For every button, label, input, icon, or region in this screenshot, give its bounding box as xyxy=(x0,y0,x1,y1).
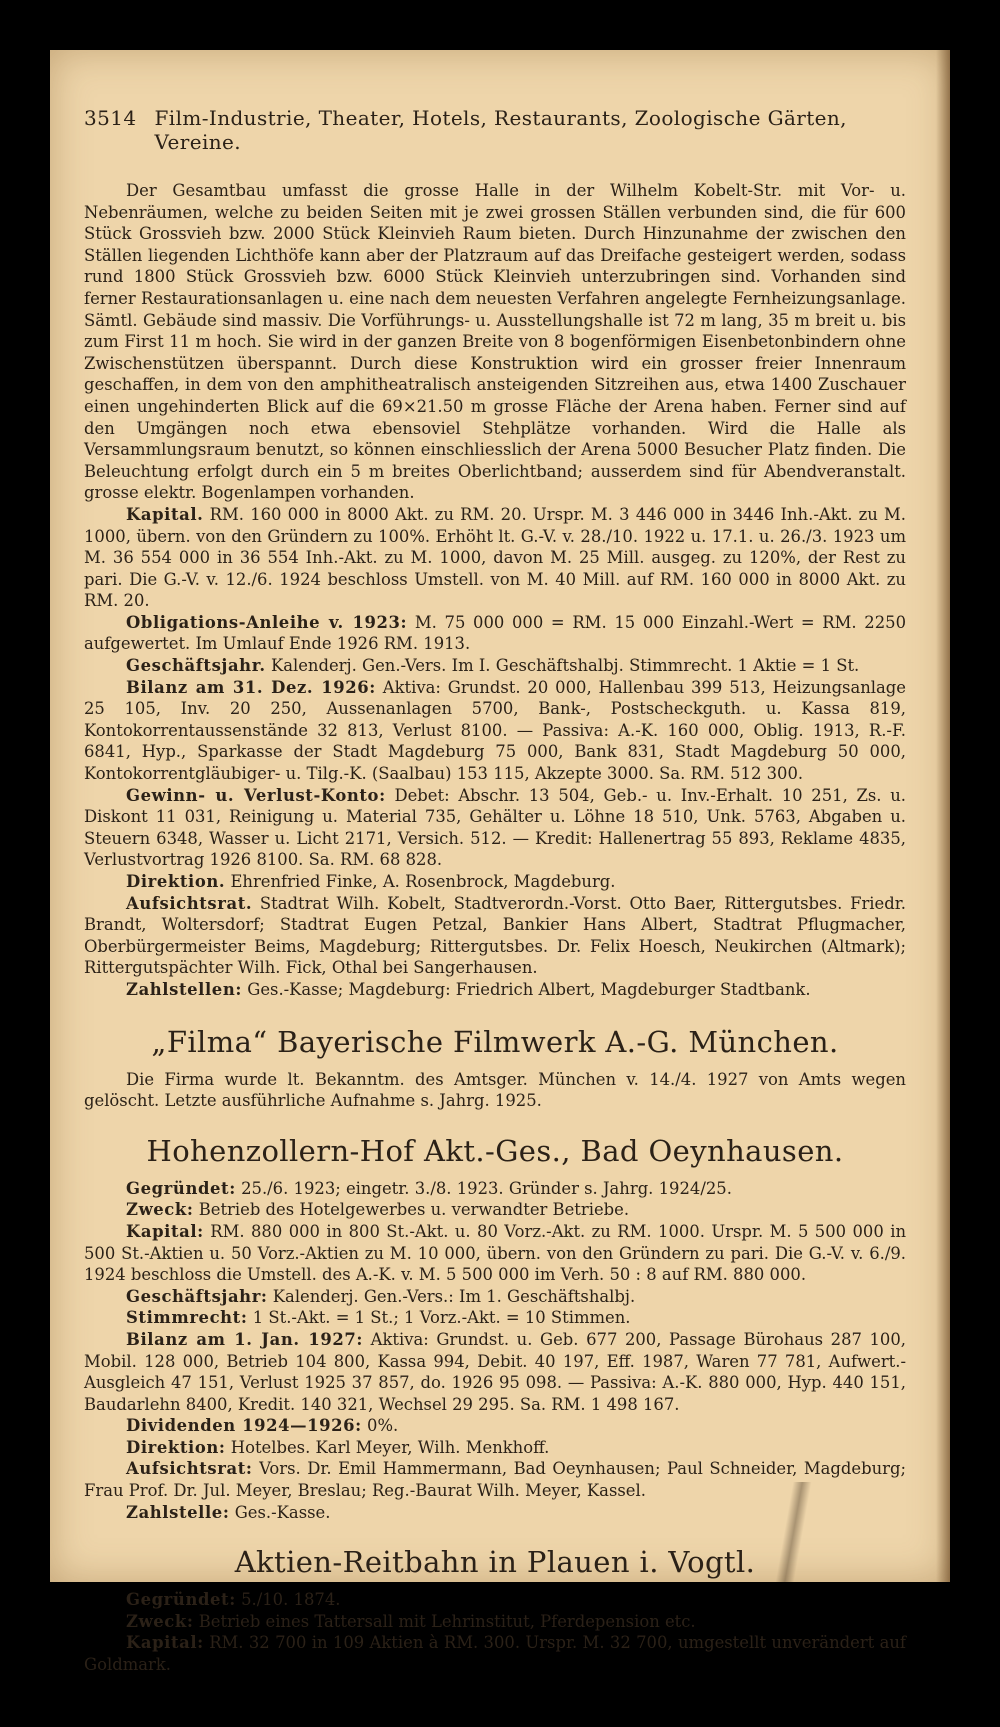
page-header xyxy=(84,106,906,154)
entry-label: Zahlstelle: xyxy=(126,1502,230,1522)
entry-item xyxy=(84,612,906,655)
entry-text: Ges.-Kasse; Magdeburg: Friedrich Albert, Magdeburger Stadtbank. xyxy=(247,979,811,999)
page-content xyxy=(84,106,906,1676)
entry-label: Dividenden 1924—1926: xyxy=(126,1416,362,1436)
entry-text: 0%. xyxy=(367,1416,399,1436)
entry-item xyxy=(84,893,906,979)
entry-label: Geschäftsjahr: xyxy=(126,1286,268,1306)
entry-item xyxy=(84,1178,906,1200)
entry-text: Kalenderj. Gen.-Vers. Im I. Geschäftshalbj. Stimmrecht. 1 Aktie = 1 St. xyxy=(270,656,860,676)
entry-label: Gewinn- u. Verlust-Konto: xyxy=(126,785,386,805)
entry-item xyxy=(84,655,906,677)
entry-item xyxy=(84,1502,906,1524)
entry-item xyxy=(84,871,906,893)
entry-item xyxy=(84,1611,906,1633)
entry-label: Bilanz am 1. Jan. 1927: xyxy=(126,1329,364,1349)
entry-text: 1 St.-Akt. = 1 St.; 1 Vorz.-Akt. = 10 Stimmen. xyxy=(252,1308,631,1328)
entry-text: Ehrenfried Finke, A. Rosenbrock, Magdeburg. xyxy=(230,872,616,891)
entry-item xyxy=(84,1632,906,1675)
entry-label: Direktion: xyxy=(126,1437,226,1457)
entry-item xyxy=(84,979,906,1001)
page-number: 3514 xyxy=(84,106,137,130)
entry-text: Ges.-Kasse. xyxy=(234,1502,331,1522)
entry-label: Zahlstellen: xyxy=(126,979,243,999)
entry-item xyxy=(84,1437,906,1459)
entry-item xyxy=(84,1415,906,1437)
entry-item xyxy=(84,785,906,871)
entry-text: Betrieb eines Tattersall mit Lehrinstitut, Pferdepension etc. xyxy=(198,1611,696,1631)
document-page xyxy=(50,50,950,1675)
intro-items xyxy=(84,504,906,1001)
entry-label: Geschäftsjahr. xyxy=(126,656,266,676)
entry-label: Zweck: xyxy=(126,1611,194,1631)
entry-text: Aktiva: Grundst. 20 000, Hallenbau 399 513, Heizungsanlage 25 105, Inv. 20 250, Aussenanlagen 5700, Bank-, Postscheckguth. u. Kassa 819, Kontokorrentaussenstände 32 813, Verlust 8100. — Passiva: A.-K. 160 000, Oblig. 1913, R.-F. 6841, Hyp., Sparkasse der Stadt Magdeburg 75 000, Bank 831, Stadt Magdeburg 50 000, Kontokorrentgläubiger- u. Tilg.-K. (Saalbau) 153 115, Akzepte 3000. Sa. RM. 512 300. xyxy=(84,677,907,784)
entry-text: RM. 32 700 in 109 Aktien à RM. 300. Urspr. M. 32 700, umgestellt unverändert auf Goldmark. xyxy=(84,1633,906,1675)
entry-label: Aufsichtsrat. xyxy=(126,893,253,913)
entry-item xyxy=(84,1589,906,1611)
entry-label: Kapital: xyxy=(126,1633,204,1653)
entry-text: Stadtrat Wilh. Kobelt, Stadtverordn.-Vorst. Otto Baer, Rittergutsbes. Friedr. Brandt, Woltersdorf; Stadtrat Eugen Petzal, Bankier Hans Albert, Stadtrat Pflugmacher, Oberbürgermeister Beims, Magdeburg; Rittergutsbes. Dr. Felix Hoesch, Neukirchen (Altmark); Rittergutspächter Wilh. Fick, Othal bei Sangerhausen. xyxy=(84,893,906,978)
entry-label: Stimmrecht: xyxy=(126,1308,248,1328)
entry-text: RM. 880 000 in 800 St.-Akt. u. 80 Vorz.-Akt. zu RM. 1000. Urspr. M. 5 500 000 in 500 St.-Aktien u. 50 Vorz.-Aktien zu M. 10 000, übern. von den Gründern zu pari. Die G.-V. v. 6./9. 1924 beschloss die Umstell. des A.-K. v. M. 5 500 000 im Verh. 50 : 8 auf RM. 880 000. xyxy=(84,1221,907,1285)
entry-label: Gegründet: xyxy=(126,1178,236,1198)
entry-label: Aufsichtsrat: xyxy=(126,1459,253,1479)
filma-title: „Filma“ Bayerische Filmwerk A.-G. München. xyxy=(151,1024,839,1059)
entry-text: RM. 160 000 in 8000 Akt. zu RM. 20. Urspr. M. 3 446 000 in 3446 Inh.-Akt. zu M. 1000, übern. von den Gründern zu 100%. Erhöht lt. G.-V. v. 28./10. 1922 u. 17.1. u. 26./3. 1923 um M. 36 554 000 in 36 554 Inh.-Akt. zu M. 1000, davon M. 25 Mill. ausgeg. zu 120%, der Rest zu pari. Die G.-V. v. 12./6. 1924 beschloss Umstell. von M. 40 Mill. auf RM. 160 000 in 8000 Akt. zu RM. 20. xyxy=(84,504,906,611)
entry-text: Debet: Abschr. 13 504, Geb.- u. Inv.-Erhalt. 10 251, Zs. u. Diskont 11 031, Reinigung u. Material 735, Gehälter u. Löhne 18 510, Unk. 5763, Abgaben u. Steuern 6348, Wasser u. Licht 2171, Versich. 512. — Kredit: Hallenertrag 55 893, Reklame 4835, Verlustvortrag 1926 8100. Sa. RM. 68 828. xyxy=(84,785,906,870)
entry-item xyxy=(84,677,906,785)
entry-label: Zweck: xyxy=(126,1200,194,1220)
entry-item xyxy=(84,1329,906,1415)
entry-text: Aktiva: Grundst. u. Geb. 677 200, Passage Bürohaus 287 100, Mobil. 128 000, Betrieb 104 800, Kassa 994, Debit. 40 197, Eff. 1987, Waren 77 781, Aufwert.-Ausgleich 47 151, Verlust 1925 37 857, do. 1926 95 098. — Passiva: A.-K. 880 000, Hyp. 440 151, Baudarlehn 8400, Kredit. 140 321, Wechsel 29 295. Sa. RM. 1 498 167. xyxy=(84,1329,906,1414)
entry-label: Kapital: xyxy=(126,1221,204,1241)
entry-item xyxy=(84,504,906,612)
entry-item xyxy=(84,1458,906,1501)
entry-text: M. 75 000 000 = RM. 15 000 Einzahl.-Wert = RM. 2250 aufgewertet. Im Umlauf Ende 1926 RM. 1913. xyxy=(84,612,907,654)
entry-text: Betrieb des Hotelgewerbes u. verwandter Betriebe. xyxy=(198,1200,630,1220)
entry-item xyxy=(84,1199,906,1221)
entry-label: Kapital. xyxy=(126,504,204,524)
intro-description: Der Gesamtbau umfasst die grosse Halle in der Wilhelm Kobelt-Str. mit Vor- u. Nebenräumen, welche zu beiden Seiten mit je zwei grossen Ställen verbunden sind, die für 600 Stück Grossvieh bzw. 2000 Stück Kleinvieh Raum bieten. Durch Hinzunahme der zwischen den Ställen liegenden Lichthöfe kann aber der Platzraum auf das Dreifache gesteigert werden, sodass rund 1800 Stück Grossvieh bzw. 6000 Stück Kleinvieh unterzubringen sind. Vorhanden sind ferner Restaurationsanlagen u. eine nach dem neuesten Verfahren angelegte Fernheizungsanlage. Sämtl. Gebäude sind massiv. Die Vorführungs- u. Ausstellungshalle ist 72 m lang, 35 m breit u. bis zum First 11 m hoch. Sie wird in der ganzen Breite von 8 bogenförmigen Eisenbetonbindern ohne Zwischenstützen überspannt. Durch diese Konstruktion wird ein grosser freier Innenraum geschaffen, in dem von den amphitheatralisch ansteigenden Sitzreihen aus, etwa 1400 Zuschauer einen ungehinderten Blick auf die 69×21.50 m grosse Fläche der Arena haben. Ferner sind auf den Umgängen noch etwa ebensoviel Stehplätze vorhanden. Wird die Halle als Versammlungsraum benutzt, so können einschliesslich der Arena 5000 Besucher Platz finden. Die Beleuchtung erfolgt durch ein 5 m breites Oberlichtband; ausserdem sind für Abendveranstalt. grosse elektr. Bogenlampen vorhanden. xyxy=(84,181,906,503)
entry-text: Vors. Dr. Emil Hammermann, Bad Oeynhausen; Paul Schneider, Magdeburg; Frau Prof. Dr. Jul. Meyer, Breslau; Reg.-Baurat Wilh. Meyer, Kassel. xyxy=(84,1459,906,1501)
entry-item xyxy=(84,1221,906,1286)
reitbahn-title: Aktien-Reitbahn in Plauen i. Vogtl. xyxy=(234,1545,756,1580)
entry-text: 5./10. 1874. xyxy=(241,1590,341,1610)
entry-text: Kalenderj. Gen.-Vers.: Im 1. Geschäftshalbj. xyxy=(272,1286,636,1306)
entry-label: Obligations-Anleihe v. 1923: xyxy=(126,612,408,632)
entry-item xyxy=(84,1286,906,1308)
entry-label: Direktion. xyxy=(126,872,226,891)
entry-label: Bilanz am 31. Dez. 1926: xyxy=(126,677,376,697)
running-title: Film-Industrie, Theater, Hotels, Restaurants, Zoologische Gärten, Vereine. xyxy=(154,106,847,154)
entry-item xyxy=(84,1307,906,1329)
hohenzollern-items xyxy=(84,1178,906,1524)
reitbahn-items xyxy=(84,1589,906,1675)
entry-label: Gegründet: xyxy=(126,1590,236,1610)
filma-text: Die Firma wurde lt. Bekanntm. des Amtsger. München v. 14./4. 1927 von Amts wegen gelöscht. Letzte ausführliche Aufnahme s. Jahrg. 1925. xyxy=(84,1069,906,1111)
entry-text: 25./6. 1923; eingetr. 3./8. 1923. Gründer s. Jahrg. 1924/25. xyxy=(241,1178,732,1198)
hohenzollern-title: Hohenzollern-Hof Akt.-Ges., Bad Oeynhausen. xyxy=(146,1133,844,1168)
entry-text: Hotelbes. Karl Meyer, Wilh. Menkhoff. xyxy=(230,1437,550,1457)
